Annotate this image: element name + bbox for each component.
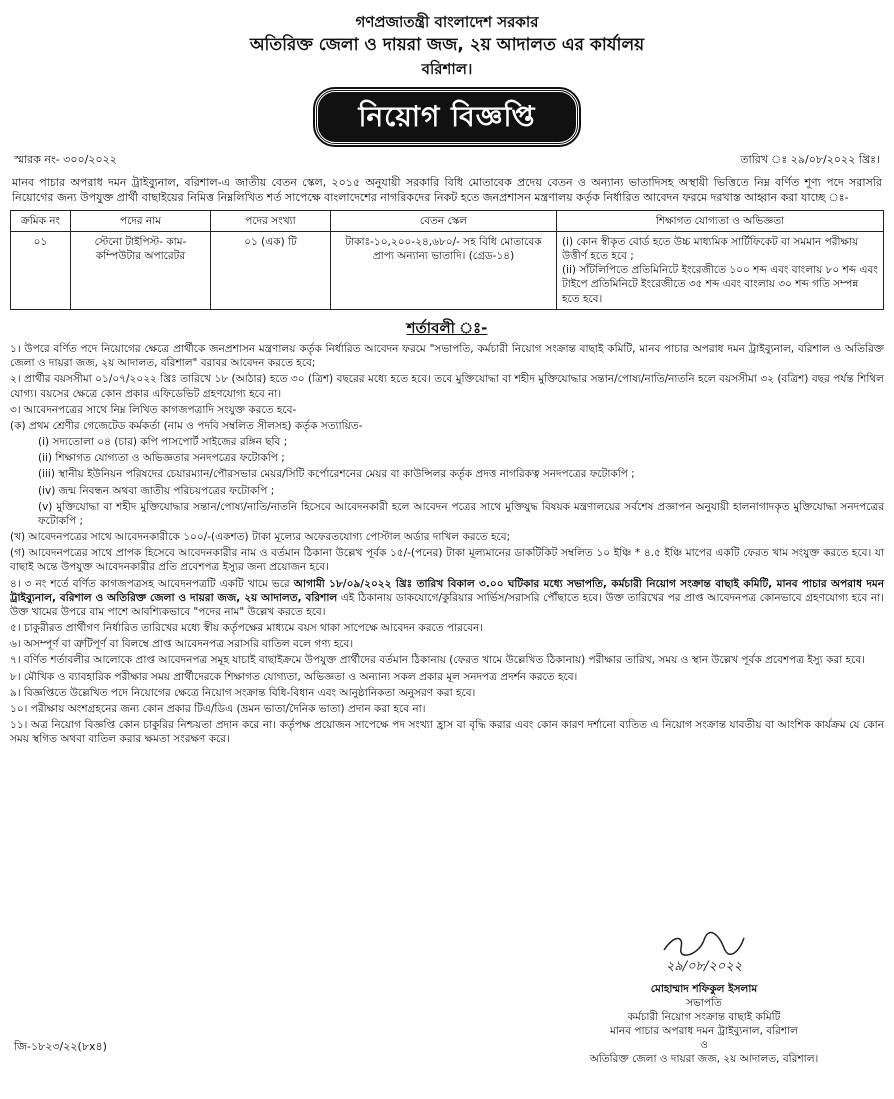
condition-3a-iii: (iii) স্থানীয় ইউনিয়ন পরিষদের চেয়ারম্যান/পৌরসভার মেয়র/সিটি কর্পোরেশনের মেয়র বা কাউন্সিলর কর্তৃক প্রদত্ত নাগরিকত্ব সনদপত্রের ফটোকপি ;	[38, 468, 635, 481]
cell-qualification	[557, 231, 884, 309]
conditions-title: শর্তাবলী ঃ-	[406, 318, 488, 337]
signer-line-2: মানব পাচার অপরাধ দমন ট্রাইব্যুনাল, বরিশাল	[610, 1025, 798, 1038]
condition-4-end: এই ঠিকানায় ডাকযোগে/কুরিয়ার সার্ভিস/সরাসরি পৌঁছাতে হবে। উক্ত তারিখের পর প্রাপ্ত আবেদনপত্র কোনভাবে গ্রহণযোগ্য হবে না। উক্ত খামের উপরে বাম পাশে আবশ্যিকভাবে "পদের নাম" উল্লেখ করতে হবে।	[10, 591, 884, 618]
handwritten-signature	[574, 930, 834, 958]
header-post-count: পদের সংখ্যা	[211, 210, 331, 231]
header-pay-scale: বেতন স্কেল	[331, 210, 557, 231]
condition-2: ২। প্রার্থীর বয়সসীমা ০১/০৭/২০২২ খ্রিঃ তারিখে ১৮ (আঠার) হতে ৩০ (ত্রিশ) বছরের মধ্যে হতে হবে। তবে মুক্তিযোদ্ধা বা শহীদ মুক্তিযোদ্ধার সন্তান/পোষ্য/নাতি/নাতনি হলে বয়সসীমা ৩২ (বত্রিশ) বছর পর্যন্ত শিথিল যোগ্য। বয়সের ক্ষেত্রে কোন প্রকার এফিডেভিট গ্রহণযোগ্য হবে না।	[10, 373, 884, 400]
city-name: বরিশাল।	[421, 60, 473, 79]
reference-row	[10, 153, 884, 168]
notice-banner: নিয়োগ বিজ্ঞপ্তি	[315, 89, 578, 145]
condition-3: ৩। আবেদনপত্রের সাথে নিম্ন লিখিত কাগজপত্রাদি সংযুক্ত করতে হবে-	[10, 403, 297, 416]
office-name: অতিরিক্ত জেলা ও দায়রা জজ, ২য় আদালত এর কার্যালয়	[249, 35, 645, 56]
condition-8: ৮। মৌখিক ও ব্যাবহারিক পরীক্ষার সময় প্রার্থীদেরকে শিক্ষাগত যোগ্যতা, অভিজ্ঞতা ও অন্যান্য সকল প্রকার মূল সনদপত্র প্রদর্শন করতে হবে।	[10, 670, 578, 683]
condition-3a-ii: (ii) শিক্ষাগত যোগ্যতা ও অভিজ্ঞতার সনদপত্রের ফটোকপি ;	[38, 452, 285, 465]
memo-number: স্মারক নং- ৩০০/২০২২	[14, 153, 117, 167]
cell-post-count: ০১ (এক) টি	[211, 231, 331, 309]
condition-11: ১১। অত্র নিয়োগ বিজ্ঞপ্তি কোন চাকুরির নিশ্চয়তা প্রদান করে না। কর্তৃপক্ষ প্রয়োজন সাপেক্ষে পদ সংখ্যা হ্রাস বা বৃদ্ধি করার এবং কোন কারণ দর্শানো ব্যতিত এ নিয়োগ সংক্রান্ত যাবতীয় বা আংশিক কার্যক্রম যে কোন সময় স্থগিত অথবা বাতিল করার ক্ষমতা সংরক্ষণ করে।	[10, 719, 884, 746]
condition-1: ১। উপরে বর্ণিত পদে নিয়োগের ক্ষেত্রে প্রার্থীকে জনপ্রশাসন মন্ত্রণালয় কর্তৃক নির্ধারিত আবেদন ফরমে "সভাপতি, কর্মচারী নিয়োগ সংক্রান্ত বাছাই কমিটি, মানব পাচার অপরাধ দমন ট্রাইব্যুনাল, বরিশাল ও অতিরিক্ত জেলা ও দায়রা জজ, ২য় আদালত, বরিশাল" বরাবর আবেদন করতে হবে;	[10, 343, 884, 370]
cell-post-name: স্টেনো টাইপিস্ট- কাম-কম্পিউটার অপারেটর	[71, 231, 211, 309]
condition-4	[10, 577, 884, 620]
government-name: গণপ্রজাতন্ত্রী বাংলাদেশ সরকার	[355, 13, 539, 31]
condition-3a-i: (i) সদ্যতোলা ০৪ (চার) কপি পাসপোর্ট সাইজের রঙ্গিন ছবি ;	[38, 436, 288, 449]
posts-table	[10, 210, 884, 310]
signature-block	[574, 930, 834, 1067]
condition-3c: (গ) আবেদনপত্রের সাথে প্রাপক হিসেবে আবেদনকারীর নাম ও বর্তমান ঠিকানা উল্লেখ পূর্বক ১৫/-(পনের) টাকা মূল্যমানের ডাকটিকিট সম্বলিত ১০ ইঞ্চি * ৪.৫ ইঞ্চি মাপের একটি ফেরত খাম সংযুক্ত করতে হবে। যা বাছাই অন্তে উপযুক্ত আবেদনকারীর প্রতি প্রবেশপত্র ইস্যুর জন্য প্রয়োজন হবে।	[10, 547, 884, 574]
condition-3b: (খ) আবেদনপত্রের সাথে আবেদনকারীকে ১০০/-(একশত) টাকা মূল্যের অফেরতযোগ্য পোস্টাল অর্ডার দাখিল করতে হবে;	[10, 531, 511, 544]
header-serial: ক্রমিক নং	[11, 210, 71, 231]
condition-10: ১০। পরীক্ষায় অংশগ্রহনের জন্য কোন প্রকার টিএ/ডিএ (ভ্রমন ভাতা/দৈনিক ভাতা) প্রদান করা হবে না।	[10, 703, 426, 715]
cell-serial: ০১	[11, 231, 71, 309]
condition-3a-iv: (iv) জন্ম নিবন্ধন অথবা জাতীয় পরিচয়পত্রের ফটোকপি ;	[38, 484, 275, 497]
signature-date: ২৯/০৮/২০২২	[665, 959, 743, 974]
signer-name: মোহাম্মাদ শফিকুল ইসলাম	[650, 982, 758, 995]
signer-line-3: ও	[700, 1039, 708, 1052]
signer-title: সভাপতি	[686, 996, 722, 1009]
conditions-list	[10, 342, 884, 746]
condition-7: ৭। বর্ণিত শর্তাবলীর আলোকে প্রাপ্ত আবেদনপত্র সমূহ যাচাই বাছাইক্রমে উপযুক্ত প্রার্থীদের বর্তমান ঠিকানায় (ফেরত খামে উল্লেখিত ঠিকানায়) পরীক্ষার তারিখ, সময় ও স্থান উল্লেখ পূর্বক প্রবেশপত্র ইস্যু করা হবে।	[10, 654, 865, 667]
table-row	[11, 231, 884, 309]
signer-line-4: অতিরিক্ত জেলা ও দায়রা জজ, ২য় আদালত, বরিশাল।	[589, 1053, 819, 1066]
condition-5: ৫। চাকুরীরত প্রার্থীগণ নির্ধারিত তারিখের মধ্যে স্বীয় কর্তৃপক্ষের মাধ্যমে বয়স থাকা সাপেক্ষে আবেদন করতে পারবেন।	[10, 622, 484, 635]
condition-9: ৯। বিজ্ঞপ্তিতে উল্লেখিত পদে নিয়োগের ক্ষেত্রে নিয়োগ সংক্রান্ত বিধি-বিধান এবং আনুষ্ঠানিকতা অনুসরণ করা হবে।	[10, 686, 476, 699]
condition-6: ৬। অসম্পূর্ণ বা ত্রুটিপূর্ণ বা বিলম্বে প্রাপ্ত আবেদনপত্র সরাসরি বাতিল বলে গণ্য হবে।	[10, 638, 354, 651]
signer-line-1: কর্মচারী নিয়োগ সংক্রান্ত বাছাই কমিটি	[627, 1010, 781, 1023]
condition-3a: (ক) প্রথম শ্রেণীর গেজেটেড কর্মকর্তা (নাম ও পদবি সম্বলিত সীলসহ) কর্তৃক সত্যায়িত-	[10, 419, 363, 432]
condition-4-start: ৪। ৩ নং শর্তে বর্ণিত কাগজপত্রসহ আবেদনপত্রটি একটি খামে ভরে	[10, 577, 294, 590]
qualification-1: (i) কোন স্বীকৃত বোর্ড হতে উচ্চ মাধ্যমিক সার্টিফিকেট বা সমমান পরীক্ষায় উত্তীর্ণ হতে হবে ;	[562, 235, 859, 263]
signature-scribble	[659, 930, 749, 958]
intro-paragraph: মানব পাচার অপরাধ দমন ট্রাইব্যুনাল, বরিশাল-এ জাতীয় বেতন স্কেল, ২০১৫ অনুযায়ী সরকারি বিধি মোতাবেক প্রদেয় বেতন ও অন্যান্য ভাতাদিসহ অস্থায়ী ভিত্তিতে নিম্ন বর্ণিত শূণ্য পদে সরাসরি নিয়োগের জন্য উপযুক্ত প্রার্থী বাছাইয়ের নিমিত্ত নিম্নলিখিত শর্ত সাপেক্ষে বাংলাদেশের নাগরিকদের নিকট হতে জনপ্রশাসন মন্ত্রণালয় কর্তৃক নির্ধারিত আবেদন ফরমে দরখাস্ত আহ্বান করা যাচ্ছে ঃ-	[12, 176, 882, 204]
header-post-name: পদের নাম	[71, 210, 211, 231]
cell-pay-scale: টাকাঃ-১০,২০০-২৪,৬৮০/- সহ বিধি মোতাবেক প্রাপ্য অন্যান্য ভাতাদি। (গ্রেড-১৪)	[331, 231, 557, 309]
qualification-2: (ii) সাঁটলিপিতে প্রতিমিনিটে ইংরেজীতে ১০০ শব্দ এবং বাংলায় ৮০ শব্দ এবং টাইপে প্রতিমিনিটে ইংরেজীতে ৩৫ শব্দ এবং বাংলায় ৩০ শব্দ গতি সম্পন্ন হতে হবে।	[562, 264, 878, 305]
table-header-row	[11, 210, 884, 231]
banner-wrap	[10, 89, 884, 145]
condition-4-deadline: আগামী ১৮/০৯/২০২২ খ্রিঃ তারিখ বিকাল ৩.০০ ঘটিকার মধ্যে সভাপতি, কর্মচারী নিয়োগ সংক্রান্ত বাছাই কমিটি, মানব পাচার অপরাধ দমন ট্রাইব্যুনাল, বরিশাল ও অতিরিক্ত জেলা ও দায়রা জজ, ২য় আদালত, বরিশাল	[10, 577, 884, 604]
footer-code: জি-১৮২৩/২২(৮x৪)	[14, 1040, 107, 1053]
condition-3a-v: (v) মুক্তিযোদ্ধা বা শহীদ মুক্তিযোদ্ধার সন্তান/পোষ্য/নাতি/নাতনি হিসেবে আবেদনকারী হলে আবেদন পত্রের সাথে মুক্তিযুদ্ধ বিষয়ক মন্ত্রণালয়ের সর্বশেষ প্রজ্ঞাপন অনুযায়ী হালনাগাদকৃত মুক্তিযোদ্ধা সনদপত্রের ফটোকপি ;	[38, 500, 884, 527]
header-qualification: শিক্ষাগত যোগ্যতা ও অভিজ্ঞতা	[557, 210, 884, 231]
notice-date: তারিখ ঃ ২৯/০৮/২০২২ খ্রিঃ।	[740, 153, 880, 167]
